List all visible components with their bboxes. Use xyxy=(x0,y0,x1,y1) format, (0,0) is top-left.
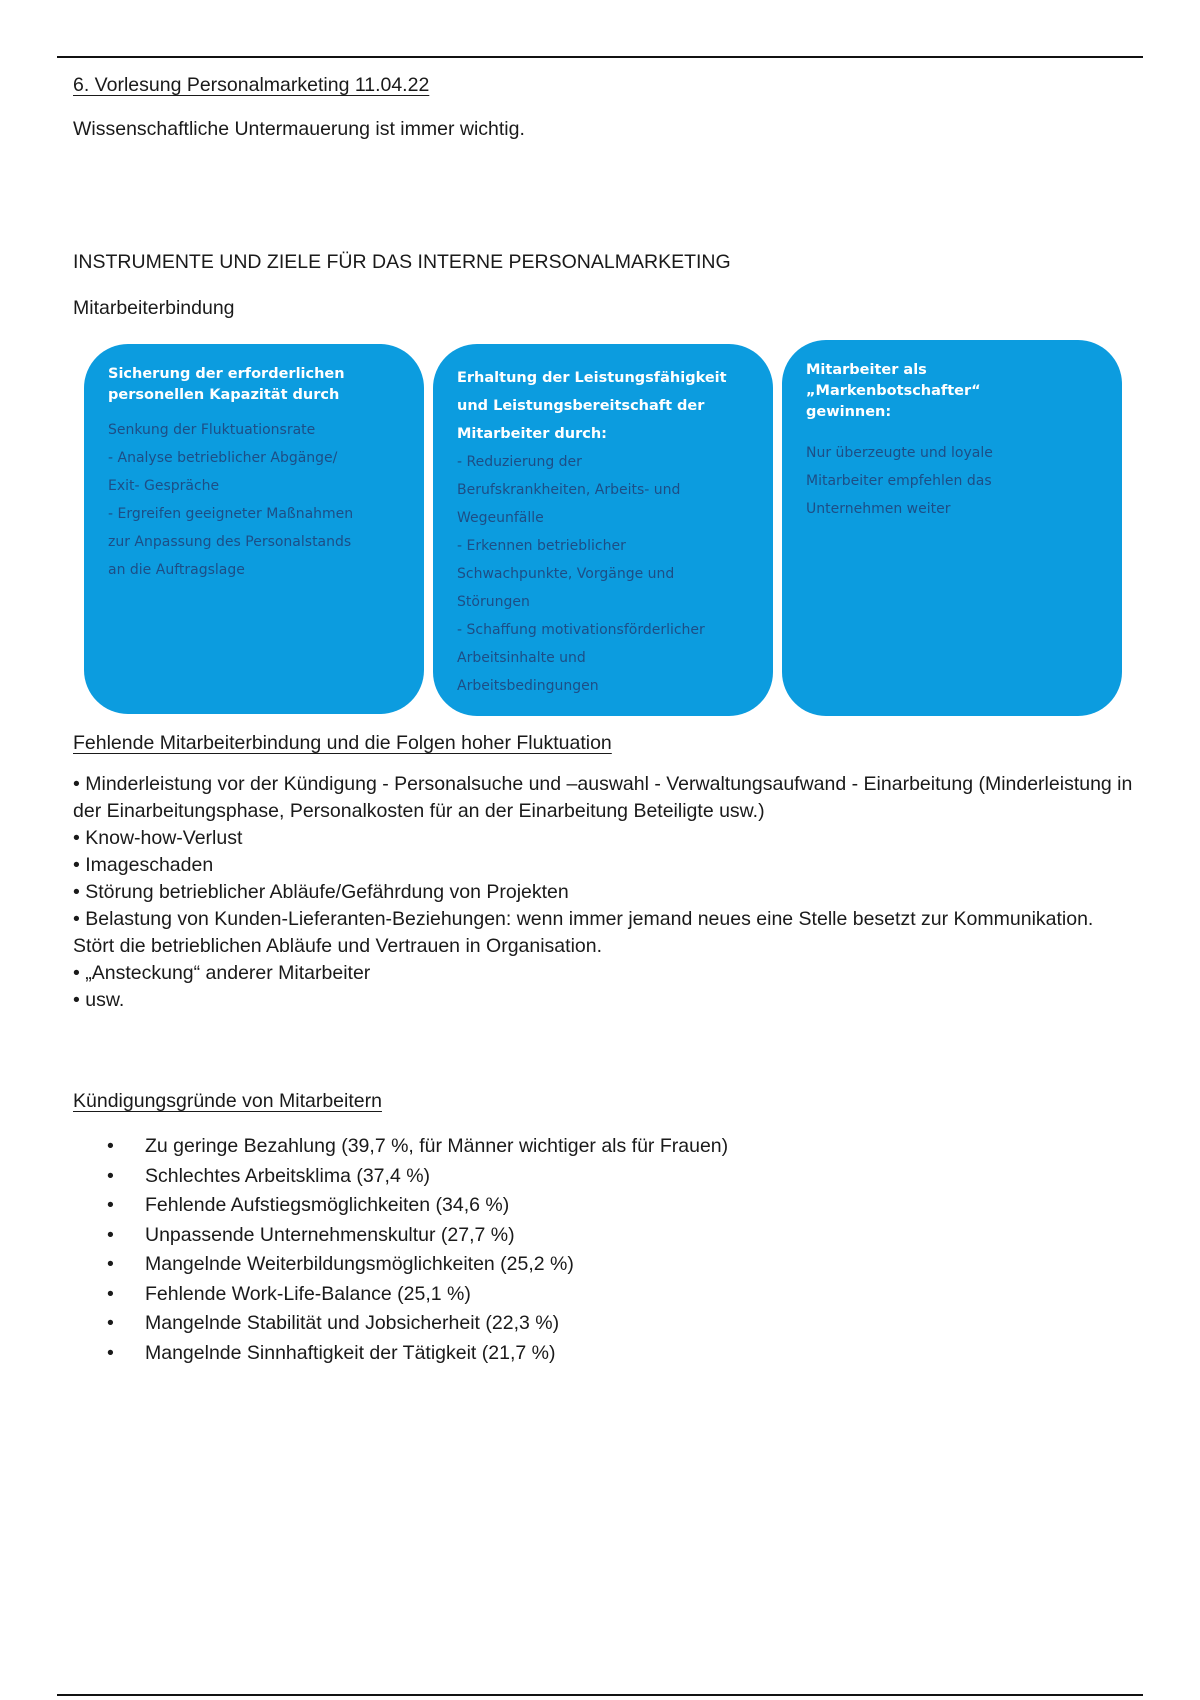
reason-item: • Schlechtes Arbeitsklima (37,4 %) xyxy=(73,1162,1133,1192)
goals-diagram xyxy=(73,337,1133,717)
reason-item: • Mangelnde Weiterbildungsmöglichkeiten (25,2 %) xyxy=(73,1250,1133,1280)
consequences-section xyxy=(73,730,1133,1014)
reason-item: • Zu geringe Bezahlung (39,7 %, für Männer wichtiger als für Frauen) xyxy=(73,1132,1133,1162)
bottom-rule xyxy=(57,1694,1143,1696)
goal-box-body: Senkung der Fluktuationsrate - Analyse betrieblicher Abgänge/ Exit- Gespräche - Ergreifen geeigneter Maßnahmen zur Anpassung des Personalstands an die Auftragslage xyxy=(108,422,354,578)
intro-text: Wissenschaftliche Untermauerung ist immer wichtig. xyxy=(73,118,525,140)
reason-item: • Mangelnde Stabilität und Jobsicherheit (22,3 %) xyxy=(73,1309,1133,1339)
consequence-item: • „Ansteckung“ anderer Mitarbeiter xyxy=(73,962,371,984)
consequences-heading: Fehlende Mitarbeiterbindung und die Folgen hoher Fluktuation xyxy=(73,732,612,754)
consequence-item: • usw. xyxy=(73,989,125,1011)
goal-box-title: Mitarbeiter als „Markenbotschafter“ gewinnen: xyxy=(806,362,981,420)
reasons-section xyxy=(73,1088,1133,1368)
reason-item: • Fehlende Work-Life-Balance (25,1 %) xyxy=(73,1280,1133,1310)
consequence-item: • Know-how-Verlust xyxy=(73,827,243,849)
consequences-list xyxy=(73,771,1133,1014)
page-title: 6. Vorlesung Personalmarketing 11.04.22 xyxy=(73,74,430,96)
reason-item: • Unpassende Unternehmenskultur (27,7 %) xyxy=(73,1221,1133,1251)
goal-box-title: Sicherung der erforderlichen personellen Kapazität durch xyxy=(108,366,345,403)
reasons-heading: Kündigungsgründe von Mitarbeitern xyxy=(73,1090,382,1112)
goal-box-body: - Reduzierung der Berufskrankheiten, Arbeits- und Wegeunfälle - Erkennen betrieblicher Schwachpunkte, Vorgänge und Störungen - Schaffung motivationsförderlicher Arbeitsinhalte und Arbeitsbedingungen xyxy=(457,454,705,694)
consequence-item: • Belastung von Kunden-Lieferanten-Beziehungen: wenn immer jemand neues eine Stelle besetzt zur Kommunikation. Stört die betrieblichen Abläufe und Vertrauen in Organisation. xyxy=(73,908,1094,957)
consequence-item: • Minderleistung vor der Kündigung - Personalsuche und –auswahl - Verwaltungsaufwand - Einarbeitung (Minderleistung in der Einarbeitungsphase, Personalkosten für an der Einarbeitung Beteiligte usw.) xyxy=(73,773,1133,822)
reason-item: • Mangelnde Sinnhaftigkeit der Tätigkeit (21,7 %) xyxy=(73,1339,1133,1369)
goal-box-title: Erhaltung der Leistungsfähigkeit und Leistungsbereitschaft der Mitarbeiter durch: xyxy=(457,370,727,442)
top-rule xyxy=(57,56,1143,58)
consequence-item: • Störung betrieblicher Abläufe/Gefährdung von Projekten xyxy=(73,881,569,903)
section-heading: INSTRUMENTE UND ZIELE FÜR DAS INTERNE PERSONALMARKETING xyxy=(73,251,731,273)
reason-item: • Fehlende Aufstiegsmöglichkeiten (34,6 %) xyxy=(73,1191,1133,1221)
consequence-item: • Imageschaden xyxy=(73,854,214,876)
goal-box-performance xyxy=(433,344,773,716)
document-body xyxy=(73,72,1133,1368)
reasons-list xyxy=(73,1132,1133,1368)
subheading: Mitarbeiterbindung xyxy=(73,297,235,319)
goal-box-capacity xyxy=(84,344,424,714)
goal-box-brand-ambassador xyxy=(782,340,1122,716)
goal-box-body: Nur überzeugte und loyale Mitarbeiter empfehlen das Unternehmen weiter xyxy=(806,445,993,517)
